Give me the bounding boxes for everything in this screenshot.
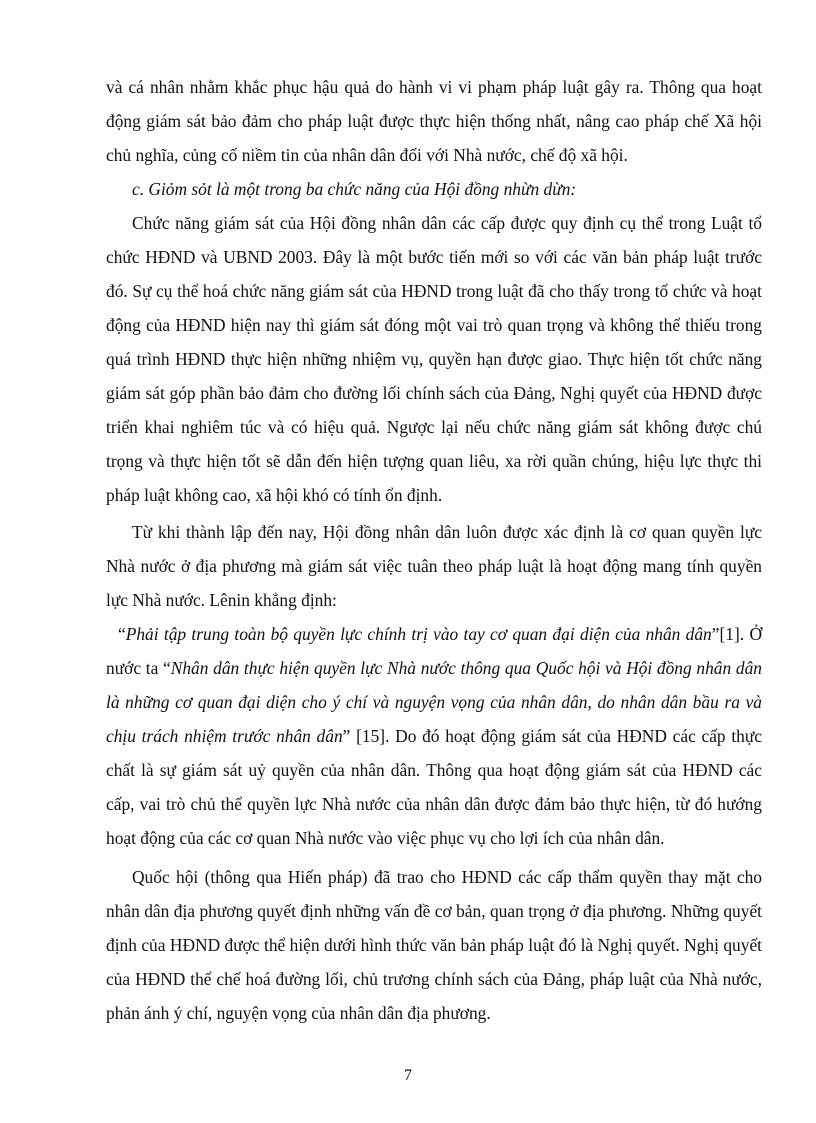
paragraph-quotations: “Phải tập trung toàn bộ quyền lực chính trị vào tay cơ quan đại diện của nhân dân”[1]. Ở nước ta “Nhân dân thực hiện quyền lực Nhà nước thông qua Quốc hội và Hội đồng nhân dân là những cơ quan đại diện cho ý chí và nguyện vọng của nhân dân, do nhân dân bầu ra và chịu trách nhiệm trước nhân dân” [15]. Do đó hoạt động giám sát của HĐND các cấp thực chất là sự giám sát uỷ quyền của nhân dân. Thông qua hoạt động giám sát của HĐND các cấp, vai trò chủ thể quyền lực Nhà nước của nhân dân được đảm bảo thực hiện, từ đó hướng hoạt động của các cơ quan Nhà nước vào việc phục vụ cho lợi ích của nhân dân.	[106, 624, 763, 848]
section-heading-c	[106, 172, 762, 206]
quote-lenin: Phải tập trung toàn bộ quyền lực chính trị vào tay cơ quan đại diện của nhân dân	[125, 624, 712, 644]
paragraph-resolutions: Quốc hội (thông qua Hiến pháp) đã trao cho HĐND các cấp thẩm quyền thay mặt cho nhân dân địa phương quyết định những vấn đề cơ bản, quan trọng ở địa phương. Những quyết định của HĐND được thể hiện dưới hình thức văn bản pháp luật đó là Nghị quyết. Nghị quyết của HĐND thể chế hoá đường lối, chủ trương chính sách của Đảng, pháp luật của Nhà nước, phản ánh ý chí, nguyện vọng của nhân dân địa phương.	[106, 867, 762, 1023]
quote-constitution: Nhân dân thực hiện quyền lực Nhà nước thông qua Quốc hội và Hội đồng nhân dân là những cơ quan đại diện cho ý chí và nguyện vọng của nhân dân, do nhân dân bầu ra và chịu trách nhiệm trước nhân dân	[106, 658, 762, 746]
quote-lead-in: Ở nước ta	[106, 624, 763, 678]
page-number: 7	[404, 1067, 412, 1084]
document-body	[106, 70, 762, 1030]
citation-1: [1].	[719, 624, 745, 644]
paragraph-supervision-function: Chức năng giám sát của Hội đồng nhân dân các cấp được quy định cụ thể trong Luật tổ chức HĐND và UBND 2003. Đây là một bước tiến mới so với các văn bản pháp luật trước đó. Sự cụ thể hoá chức năng giám sát của HĐND trong luật đã cho thấy trong tổ chức và hoạt động của HĐND hiện nay thì giám sát đóng một vai trò quan trọng và không thể thiếu trong quá trình HĐND thực hiện những nhiệm vụ, quyền hạn được giao. Thực hiện tốt chức năng giám sát góp phần bảo đảm cho đường lối chính sách của Đảng, Nghị quyết của HĐND được triển khai nghiêm túc và có hiệu quả. Ngược lại nếu chức năng giám sát không được chú trọng và thực hiện tốt sẽ dẫn đến hiện tượng quan liêu, xa rời quần chúng, hiệu lực thực thi pháp luật không cao, xã hội khó có tính ổn định.	[106, 213, 762, 505]
paragraph-people-council-authority: Từ khi thành lập đến nay, Hội đồng nhân dân luôn được xác định là cơ quan quyền lực Nhà nước ở địa phương mà giám sát việc tuân theo pháp luật là hoạt động mang tính quyền lực Nhà nước. Lênin khẳng định:	[106, 522, 762, 610]
paragraph-quotations-rest: Do đó hoạt động giám sát của HĐND các cấp thực chất là sự giám sát uỷ quyền của nhân dân. Thông qua hoạt động giám sát của HĐND các cấp, vai trò chủ thể quyền lực Nhà nước của nhân dân được đảm bảo thực hiện, từ đó hướng hoạt động của các cơ quan Nhà nước vào việc phục vụ cho lợi ích của nhân dân.	[106, 726, 763, 848]
paragraph-continuation: và cá nhân nhằm khắc phục hậu quả do hành vi vi phạm pháp luật gây ra. Thông qua hoạt động giám sát bảo đảm cho pháp luật được thực hiện thống nhất, nâng cao pháp chế Xã hội chủ nghĩa, củng cố niềm tin của nhân dân đối với Nhà nước, chế độ xã hội.	[106, 77, 762, 165]
section-heading-c-text: c. Giỏm sỏt là một trong ba chức năng của Hội đồng nhừn dừn:	[132, 179, 577, 199]
citation-15: [15].	[356, 726, 390, 746]
